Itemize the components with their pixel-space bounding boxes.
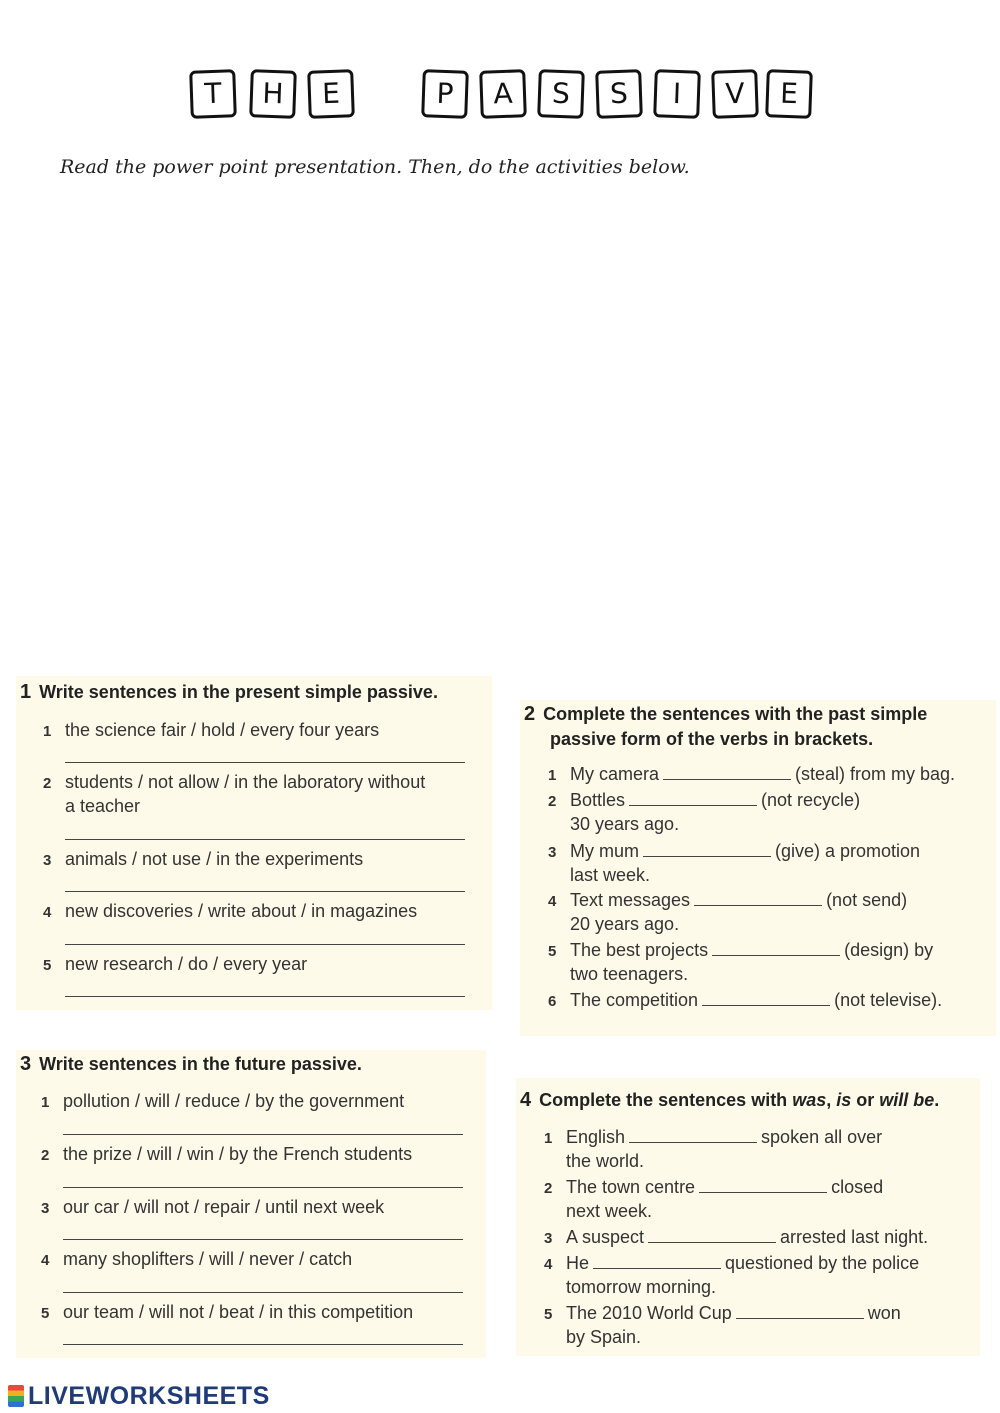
item-text: (not televise). bbox=[834, 990, 943, 1010]
item-text: arrested last night. bbox=[780, 1227, 929, 1247]
answer-blank[interactable] bbox=[629, 1126, 757, 1143]
title-letter-tile: E bbox=[765, 69, 813, 119]
list-item bbox=[43, 847, 364, 871]
item-text: Bottles bbox=[570, 790, 626, 810]
list-item bbox=[41, 1195, 385, 1219]
item-number: 4 bbox=[41, 1252, 50, 1269]
answer-blank[interactable] bbox=[648, 1226, 776, 1243]
item-text: He bbox=[566, 1253, 590, 1273]
item-text: (not send) bbox=[826, 890, 908, 910]
answer-line[interactable] bbox=[63, 1187, 463, 1188]
item-number: 2 bbox=[548, 793, 557, 810]
exercise-title-text: Write sentences in the future passive. bbox=[39, 1054, 362, 1074]
exercise-title-text: , bbox=[826, 1090, 837, 1110]
answer-line[interactable] bbox=[65, 839, 465, 840]
exercise-number: 1 bbox=[20, 681, 32, 703]
exercise-2-title bbox=[524, 702, 927, 752]
item-number: 6 bbox=[548, 993, 557, 1010]
list-item bbox=[548, 938, 934, 986]
exercise-title-text: Complete the sentences with bbox=[539, 1090, 793, 1110]
item-prompt: the prize / will / win / by the French students bbox=[63, 1144, 413, 1164]
answer-blank[interactable] bbox=[699, 1176, 827, 1193]
item-text: (not recycle) bbox=[761, 790, 861, 810]
item-prompt: new research / do / every year bbox=[65, 954, 308, 974]
exercise-number: 2 bbox=[524, 703, 536, 725]
exercise-title-text: or bbox=[851, 1090, 880, 1110]
item-text-continued: 30 years ago. bbox=[570, 814, 680, 834]
item-number: 4 bbox=[43, 904, 52, 921]
item-number: 1 bbox=[544, 1130, 553, 1147]
item-number: 5 bbox=[544, 1306, 553, 1323]
list-item bbox=[43, 718, 380, 742]
item-text: My camera bbox=[570, 764, 660, 784]
item-number: 3 bbox=[548, 844, 557, 861]
item-number: 2 bbox=[43, 775, 52, 792]
item-number: 5 bbox=[548, 943, 557, 960]
item-number: 3 bbox=[41, 1200, 50, 1217]
answer-line[interactable] bbox=[63, 1344, 463, 1345]
item-text: (design) by bbox=[844, 940, 934, 960]
item-number: 4 bbox=[548, 893, 557, 910]
list-item bbox=[544, 1175, 884, 1223]
item-number: 5 bbox=[43, 957, 52, 974]
answer-line[interactable] bbox=[63, 1239, 463, 1240]
list-item bbox=[544, 1225, 929, 1249]
exercise-title-text: will be bbox=[879, 1090, 935, 1110]
list-item bbox=[548, 762, 956, 786]
list-item bbox=[544, 1125, 883, 1173]
answer-line[interactable] bbox=[65, 944, 465, 945]
item-prompt: our team / will not / beat / in this competition bbox=[63, 1302, 414, 1322]
item-prompt: animals / not use / in the experiments bbox=[65, 849, 364, 869]
item-prompt: the science fair / hold / every four years bbox=[65, 720, 380, 740]
list-item bbox=[548, 888, 908, 936]
answer-line[interactable] bbox=[63, 1292, 463, 1293]
exercise-number: 3 bbox=[20, 1053, 32, 1075]
item-text-continued: 20 years ago. bbox=[570, 914, 680, 934]
item-text-continued: next week. bbox=[566, 1201, 653, 1221]
item-text-continued: last week. bbox=[570, 865, 651, 885]
exercise-3-title bbox=[20, 1052, 362, 1077]
list-item bbox=[41, 1089, 405, 1113]
item-text: A suspect bbox=[566, 1227, 645, 1247]
item-prompt: our car / will not / repair / until next week bbox=[63, 1197, 385, 1217]
answer-blank[interactable] bbox=[736, 1302, 864, 1319]
answer-line[interactable] bbox=[65, 762, 465, 763]
item-text: The competition bbox=[570, 990, 699, 1010]
item-text-continued: the world. bbox=[566, 1151, 645, 1171]
answer-blank[interactable] bbox=[694, 889, 822, 906]
list-item bbox=[43, 899, 418, 923]
list-item bbox=[41, 1247, 353, 1271]
item-text: closed bbox=[831, 1177, 884, 1197]
item-number: 1 bbox=[548, 767, 557, 784]
item-number: 1 bbox=[41, 1094, 50, 1111]
item-number: 2 bbox=[544, 1180, 553, 1197]
item-text: (give) a promotion bbox=[775, 841, 921, 861]
brand-logo[interactable]: LIVEWORKSHEETS bbox=[28, 1382, 270, 1410]
list-item bbox=[43, 952, 308, 976]
title-letter-tile: P bbox=[421, 69, 469, 119]
item-number: 2 bbox=[41, 1147, 50, 1164]
exercise-2 bbox=[520, 700, 996, 1036]
exercise-3 bbox=[16, 1050, 486, 1358]
list-item bbox=[548, 839, 921, 887]
item-prompt: new discoveries / write about / in magazines bbox=[65, 901, 418, 921]
exercise-title-text: Write sentences in the present simple passive. bbox=[39, 682, 438, 702]
item-text: The town centre bbox=[566, 1177, 696, 1197]
item-text: English bbox=[566, 1127, 626, 1147]
item-number: 4 bbox=[544, 1256, 553, 1273]
title-letter-tile: V bbox=[711, 69, 759, 119]
answer-line[interactable] bbox=[63, 1134, 463, 1135]
exercise-4 bbox=[516, 1078, 980, 1356]
instruction-text: Read the power point presentation. Then, do the activities below. bbox=[60, 156, 690, 178]
exercise-title-text: Complete the sentences with the past simple bbox=[543, 704, 928, 724]
item-number: 3 bbox=[544, 1230, 553, 1247]
item-text: (steal) from my bag. bbox=[795, 764, 956, 784]
item-text: The 2010 World Cup bbox=[566, 1303, 732, 1323]
exercise-1-title bbox=[20, 680, 438, 705]
item-prompt: students / not allow / in the laboratory without bbox=[65, 772, 426, 792]
exercise-title-text: passive form of the verbs in brackets. bbox=[550, 729, 874, 749]
answer-blank[interactable] bbox=[593, 1252, 721, 1269]
item-text: won bbox=[867, 1303, 901, 1323]
item-text: spoken all over bbox=[761, 1127, 883, 1147]
list-item bbox=[548, 988, 943, 1012]
answer-blank[interactable] bbox=[663, 763, 791, 780]
answer-blank[interactable] bbox=[712, 939, 840, 956]
exercise-title-text: . bbox=[934, 1090, 940, 1110]
title-letter-tile: A bbox=[479, 69, 527, 119]
list-item bbox=[41, 1142, 413, 1166]
title-letter-tile: S bbox=[537, 69, 585, 119]
item-number: 5 bbox=[41, 1305, 50, 1322]
list-item bbox=[544, 1251, 920, 1299]
item-prompt: pollution / will / reduce / by the government bbox=[63, 1091, 405, 1111]
page-title bbox=[190, 70, 820, 130]
answer-line[interactable] bbox=[65, 891, 465, 892]
answer-blank[interactable] bbox=[702, 989, 830, 1006]
exercise-title-text: is bbox=[836, 1090, 852, 1110]
item-number: 3 bbox=[43, 852, 52, 869]
liveworksheets-logo-icon bbox=[8, 1385, 24, 1407]
list-item bbox=[544, 1301, 901, 1349]
title-letter-tile: S bbox=[595, 69, 643, 119]
list-item bbox=[43, 770, 426, 818]
item-text: Text messages bbox=[570, 890, 691, 910]
title-letter-tile: H bbox=[249, 69, 297, 119]
title-letter-tile: I bbox=[653, 69, 701, 119]
list-item bbox=[548, 788, 861, 836]
title-letter-tile: T bbox=[189, 69, 237, 119]
item-text: The best projects bbox=[570, 940, 709, 960]
answer-line[interactable] bbox=[65, 996, 465, 997]
exercise-4-title bbox=[520, 1088, 939, 1113]
item-prompt-continued: a teacher bbox=[65, 796, 141, 816]
list-item bbox=[41, 1300, 414, 1324]
exercise-1 bbox=[16, 676, 492, 1010]
item-prompt: many shoplifters / will / never / catch bbox=[63, 1249, 353, 1269]
exercise-title-text: was bbox=[792, 1090, 827, 1110]
exercise-number: 4 bbox=[520, 1089, 532, 1111]
item-text: My mum bbox=[570, 841, 639, 861]
answer-blank[interactable] bbox=[643, 840, 771, 857]
item-text-continued: tomorrow morning. bbox=[566, 1277, 717, 1297]
item-number: 1 bbox=[43, 723, 52, 740]
item-text: questioned by the police bbox=[725, 1253, 920, 1273]
answer-blank[interactable] bbox=[629, 789, 757, 806]
title-letter-tile: E bbox=[307, 69, 355, 119]
item-text-continued: by Spain. bbox=[566, 1327, 642, 1347]
item-text-continued: two teenagers. bbox=[570, 964, 689, 984]
